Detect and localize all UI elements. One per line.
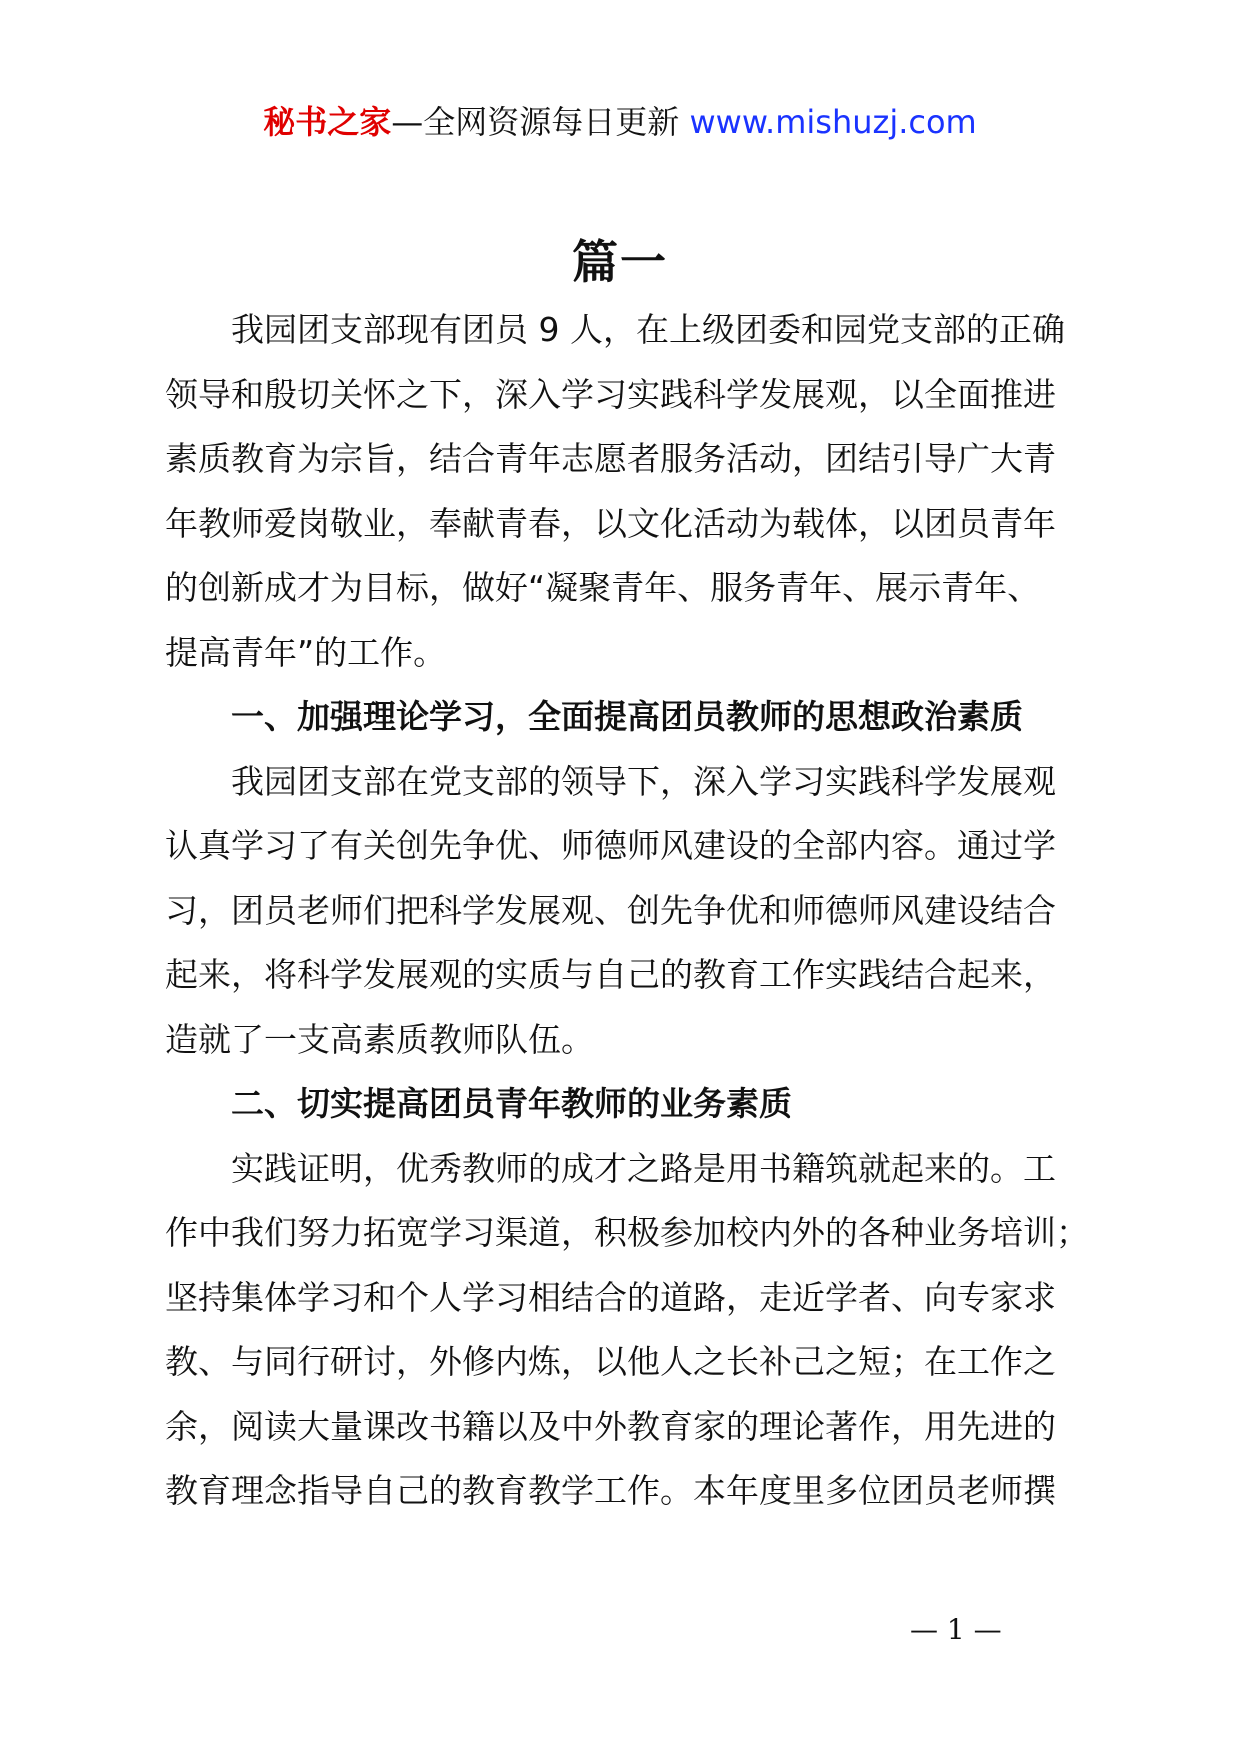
page-number: — 1 — [910, 1613, 1002, 1646]
site-url[interactable]: www.mishuzj.com [689, 103, 977, 141]
text-line: 起来，将科学发展观的实质与自己的教育工作实践结合起来， [165, 955, 1056, 994]
document-title: 篇一 [572, 235, 668, 289]
text-line: 教育理念指导自己的教育教学工作。本年度里多位团员老师撰 [165, 1471, 1056, 1510]
document-body [165, 298, 1105, 1524]
brand-name: 秘书之家 [263, 103, 392, 141]
text-line: 余，阅读大量课改书籍以及中外教育家的理论著作，用先进的 [165, 1406, 1056, 1446]
text-line: 我园团支部在党支部的领导下，深入学习实践科学发展观 [231, 761, 1056, 801]
section-heading: 二、切实提高团员青年教师的业务素质 [231, 1084, 792, 1123]
text-line: 我园团支部现有团员 9 人，在上级团委和园党支部的正确 [231, 310, 1065, 349]
text-line: 习，团员老师们把科学发展观、创先争优和师德师风建设结合 [165, 890, 1056, 930]
header-tagline: —全网资源每日更新 [391, 103, 690, 141]
text-line: 素质教育为宗旨，结合青年志愿者服务活动，团结引导广大青 [165, 439, 1056, 478]
section-heading: 一、加强理论学习，全面提高团员教师的思想政治素质 [231, 697, 1023, 736]
text-line: 教、与同行研讨，外修内炼，以他人之长补己之短；在工作之 [165, 1342, 1056, 1381]
text-line: 的创新成才为目标，做好“凝聚青年、服务青年、展示青年、 [165, 568, 1041, 607]
text-line: 作中我们努力拓宽学习渠道，积极参加校内外的各种业务培训； [165, 1213, 1089, 1252]
site-header [0, 100, 1240, 144]
text-line: 认真学习了有关创先争优、师德师风建设的全部内容。通过学 [165, 826, 1056, 865]
text-line: 造就了一支高素质教师队伍。 [165, 1019, 594, 1059]
text-line: 坚持集体学习和个人学习相结合的道路，走近学者、向专家求 [165, 1277, 1056, 1317]
text-line: 实践证明，优秀教师的成才之路是用书籍筑就起来的。工 [231, 1148, 1056, 1188]
text-line: 提高青年”的工作。 [165, 632, 447, 672]
text-line: 年教师爱岗敬业，奉献青春，以文化活动为载体，以团员青年 [165, 503, 1056, 543]
text-line: 领导和殷切关怀之下，深入学习实践科学发展观，以全面推进 [165, 374, 1056, 414]
